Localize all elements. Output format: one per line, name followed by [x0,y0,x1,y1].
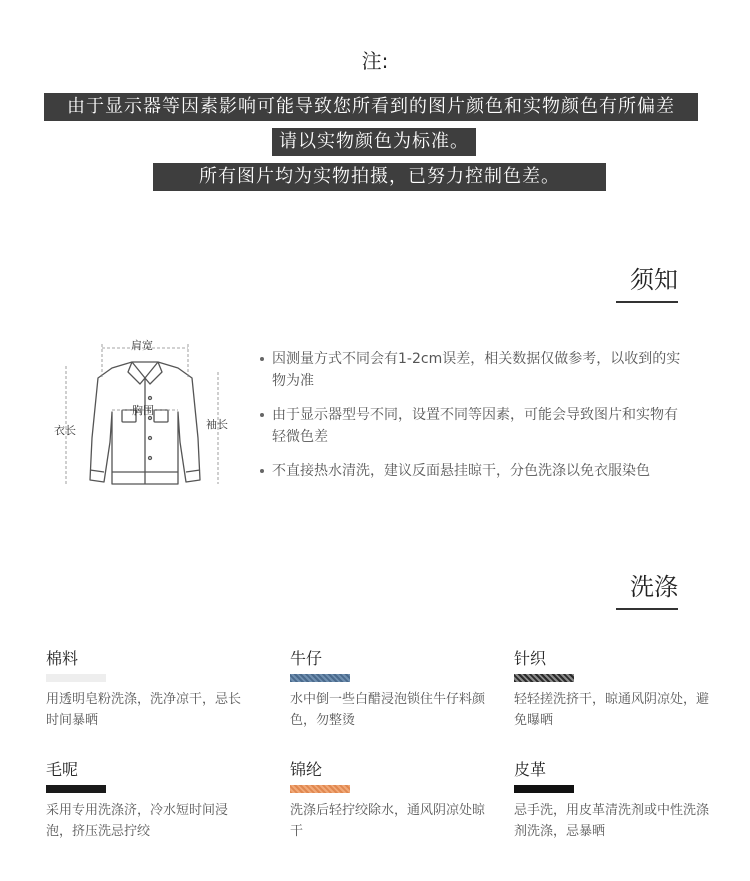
tip-item: 不直接热水清洗，建议反面悬挂晾干，分色洗涤以免衣服染色 [260,460,690,482]
fabric-swatch [514,785,574,793]
care-desc: 忌手洗，用皮革清洗剂或中性洗涤剂洗涤，忌暴晒 [514,803,710,839]
care-name: 针织 [514,649,547,668]
care-desc: 洗涤后轻拧绞除水，通风阴凉处晾干 [290,803,486,839]
jacket-icon [50,338,240,498]
tip-item: 因测量方式不同会有1-2cm误差，相关数据仅做参考，以收到的实物为准 [260,348,690,392]
care-desc: 轻轻搓洗挤干，晾通风阴凉处，避免曝晒 [514,692,710,728]
care-name: 皮革 [514,760,547,779]
fabric-swatch [290,674,350,682]
care-item-knit [514,649,719,731]
fabric-swatch [290,785,350,793]
note-banner-1: 由于显示器等因素影响可能导致您所看到的图片颜色和实物颜色有所偏差 [44,93,698,121]
chest-label: 胸围 [132,404,154,417]
care-name: 毛呢 [46,760,79,779]
shoulder-label: 肩宽 [131,339,153,352]
care-item-cotton [46,649,251,731]
jacket-measurement-diagram [50,338,240,498]
note-banner-3: 所有图片均为实物拍摄，已努力控制色差。 [153,163,606,191]
notice-heading: 须知 [616,260,678,303]
care-item-wool [46,760,251,842]
note-banner-2: 请以实物颜色为标准。 [272,128,476,156]
washing-heading: 洗涤 [616,567,678,610]
care-name: 棉料 [46,649,79,668]
length-label: 衣长 [54,424,76,437]
fabric-swatch [46,785,106,793]
tips-list [260,348,690,494]
care-name: 牛仔 [290,649,323,668]
care-name: 锦纶 [290,760,323,779]
fabric-swatch [514,674,574,682]
care-desc: 水中倒一些白醋浸泡锁住牛仔料颜色，勿整烫 [290,692,486,728]
note-title: 注: [361,49,389,73]
care-item-denim [290,649,495,731]
care-item-leather [514,760,719,842]
care-desc: 用透明皂粉洗涤，洗净凉干，忌长时间暴晒 [46,692,242,728]
sleeve-label: 袖长 [206,418,228,431]
care-item-nylon [290,760,495,842]
care-desc: 采用专用洗涤济，冷水短时间浸泡，挤压洗忌拧绞 [46,803,229,839]
tip-item: 由于显示器型号不同，设置不同等因素，可能会导致图片和实物有轻微色差 [260,404,690,448]
fabric-swatch [46,674,106,682]
